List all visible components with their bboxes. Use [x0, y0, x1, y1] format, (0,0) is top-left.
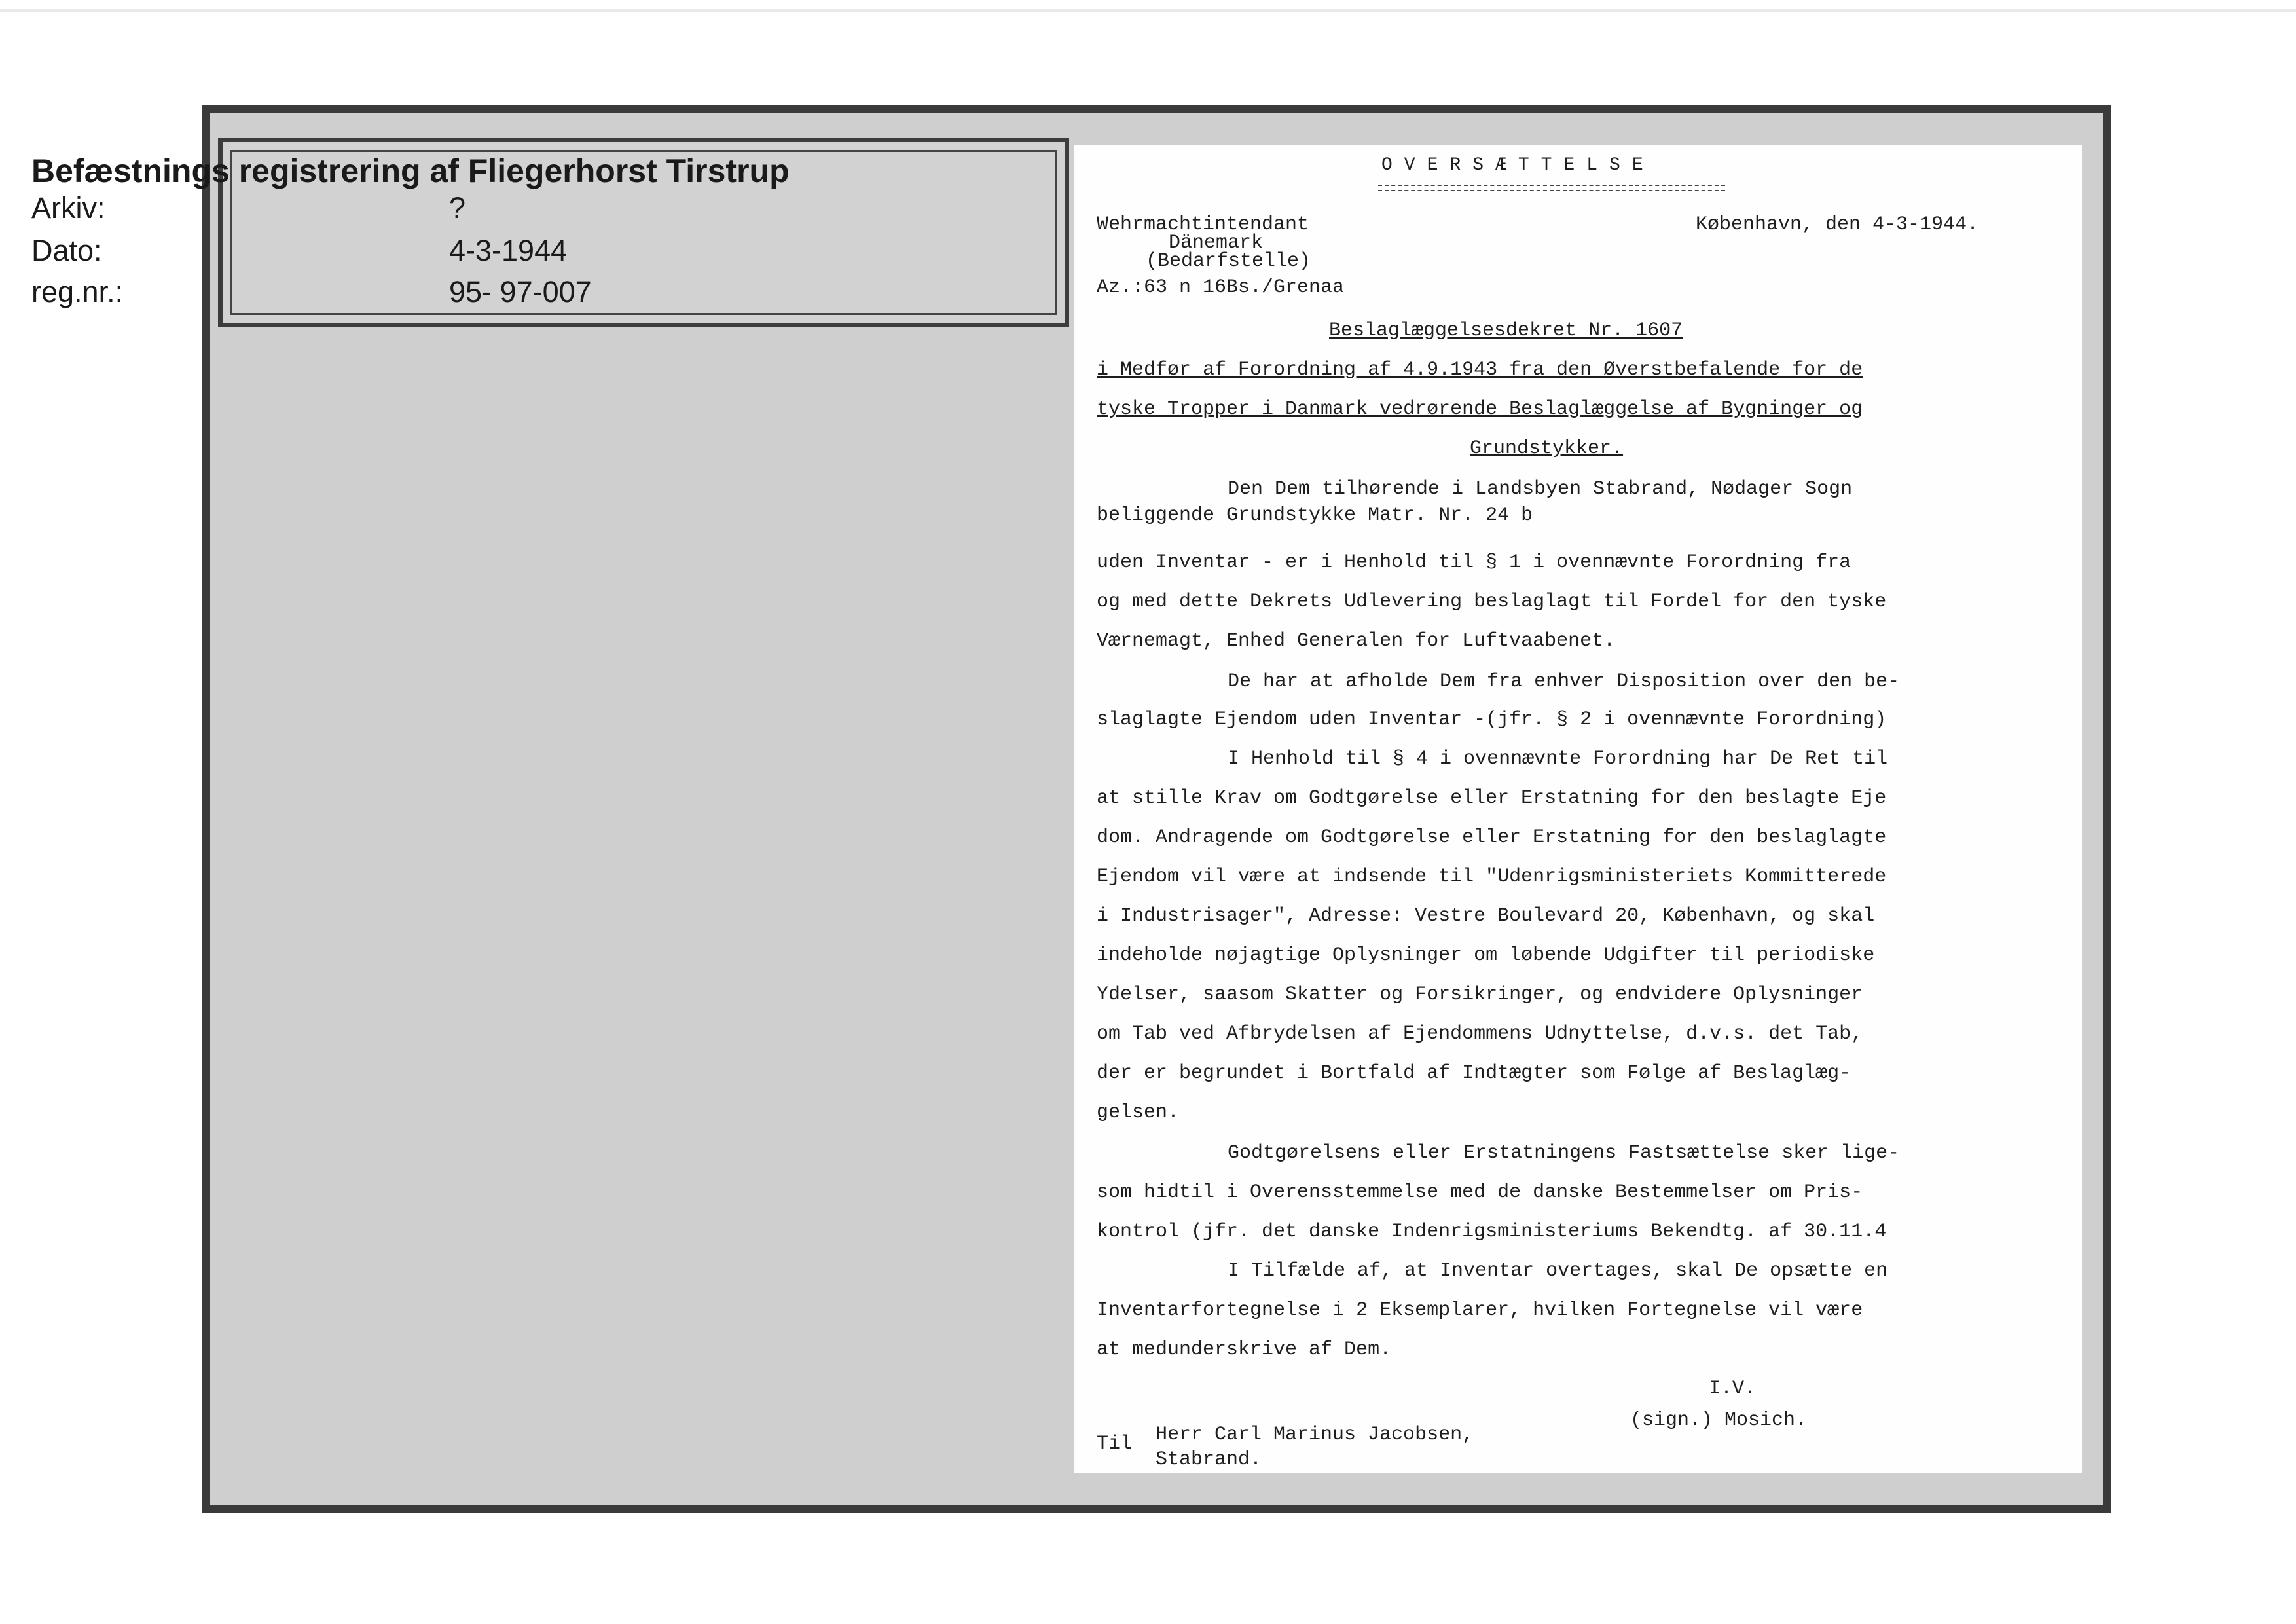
body-line-16: der er begrundet i Bortfald af Indtægter som Følge af Beslaglæg- — [1097, 1062, 1851, 1084]
body-line-9: at stille Krav om Godtgørelse eller Erstatning for den beslagte Eje — [1097, 787, 1887, 809]
body-line-15: om Tab ved Afbrydelsen af Ejendommens Udnyttelse, d.v.s. det Tab, — [1097, 1023, 1863, 1045]
body-line-14: Ydelser, saasom Skatter og Forsikringer, og endvidere Oplysninger — [1097, 984, 1863, 1006]
body-line-18: Godtgørelsens eller Erstatningens Fastsættelse sker lige- — [1228, 1142, 1900, 1164]
signature-name: (sign.) Mosich. — [1630, 1409, 1808, 1431]
regnr-label: reg.nr.: — [31, 275, 124, 308]
body-line-8: I Henhold til § 4 i ovennævnte Forordning har De Ret til — [1228, 748, 1888, 770]
decree-title: Beslaglæggelsesdekret Nr. 1607 — [1329, 320, 1683, 342]
body-line-21: I Tilfælde af, at Inventar overtages, skal De opsætte en — [1228, 1260, 1888, 1282]
body-line-11: Ejendom vil være at indsende til "Udenrigsministeriets Kommitterede — [1097, 866, 1887, 888]
decree-subtitle-3: Grundstykker. — [1470, 437, 1624, 460]
regnr-row — [31, 275, 592, 309]
sender-line-2: Dänemark — [1169, 232, 1264, 254]
date-row — [31, 234, 568, 268]
archive-row — [31, 191, 466, 225]
body-line-12: i Industrisager", Adresse: Vestre Boulevard 20, København, og skal — [1097, 905, 1875, 927]
til-label: Til — [1097, 1433, 1133, 1455]
top-divider — [0, 9, 2296, 12]
header-dashed-rule-2 — [1378, 190, 1725, 191]
body-line-5: Værnemagt, Enhed Generalen for Luftvaabenet. — [1097, 630, 1616, 652]
body-line-13: indeholde nøjagtige Oplysninger om løbende Udgifter til periodiske — [1097, 944, 1875, 967]
body-line-3: uden Inventar - er i Henhold til § 1 i ovennævnte Forordning fra — [1097, 551, 1851, 574]
place-date: København, den 4-3-1944. — [1696, 213, 1979, 236]
body-line-22: Inventarfortegnelse i 2 Eksemplarer, hvilken Fortegnelse vil være — [1097, 1299, 1863, 1321]
registration-title: Befæstnings registrering af Fliegerhorst Tirstrup — [31, 153, 790, 189]
sender-line-4: Az.:63 n 16Bs./Grenaa — [1097, 276, 1345, 299]
signature-iv: I.V. — [1709, 1378, 1757, 1400]
translated-document — [1074, 145, 2082, 1473]
body-line-6: De har at afholde Dem fra enhver Disposition over den be- — [1228, 671, 1900, 693]
regnr-value: 95- 97-007 — [449, 275, 592, 308]
body-line-17: gelsen. — [1097, 1101, 1180, 1124]
archive-value: ? — [449, 191, 466, 225]
date-label: Dato: — [31, 234, 102, 267]
body-line-23: at medunderskrive af Dem. — [1097, 1338, 1392, 1361]
archive-label: Arkiv: — [31, 191, 105, 225]
body-line-1: Den Dem tilhørende i Landsbyen Stabrand, Nødager Sogn — [1228, 478, 1853, 500]
body-line-7: slaglagte Ejendom uden Inventar -(jfr. § 2 i ovennævnte Forordning) — [1097, 709, 1887, 731]
sender-line-1: Wehrmachtintendant — [1097, 213, 1309, 236]
header-dashed-rule — [1378, 185, 1725, 186]
recipient-line-2: Stabrand. — [1156, 1449, 1262, 1471]
body-line-20: kontrol (jfr. det danske Indenrigsministeriums Bekendtg. af 30.11.4 — [1097, 1221, 1887, 1243]
body-line-4: og med dette Dekrets Udlevering beslaglagt til Fordel for den tyske — [1097, 591, 1887, 613]
sender-line-3: (Bedarfstelle) — [1146, 250, 1311, 272]
body-line-19: som hidtil i Overensstemmelse med de danske Bestemmelser om Pris- — [1097, 1181, 1863, 1204]
body-line-10: dom. Andragende om Godtgørelse eller Erstatning for den beslaglagte — [1097, 826, 1887, 849]
decree-subtitle-2: tyske Tropper i Danmark vedrørende Beslaglæggelse af Bygninger og — [1097, 398, 1863, 420]
date-value: 4-3-1944 — [449, 234, 568, 267]
body-line-2: beliggende Grundstykke Matr. Nr. 24 b — [1097, 504, 1533, 526]
document-header-title: OVERSÆTTELSE — [1381, 155, 1655, 175]
decree-subtitle-1: i Medfør af Forordning af 4.9.1943 fra den Øverstbefalende for de — [1097, 359, 1863, 381]
recipient-line-1: Herr Carl Marinus Jacobsen, — [1156, 1424, 1474, 1446]
